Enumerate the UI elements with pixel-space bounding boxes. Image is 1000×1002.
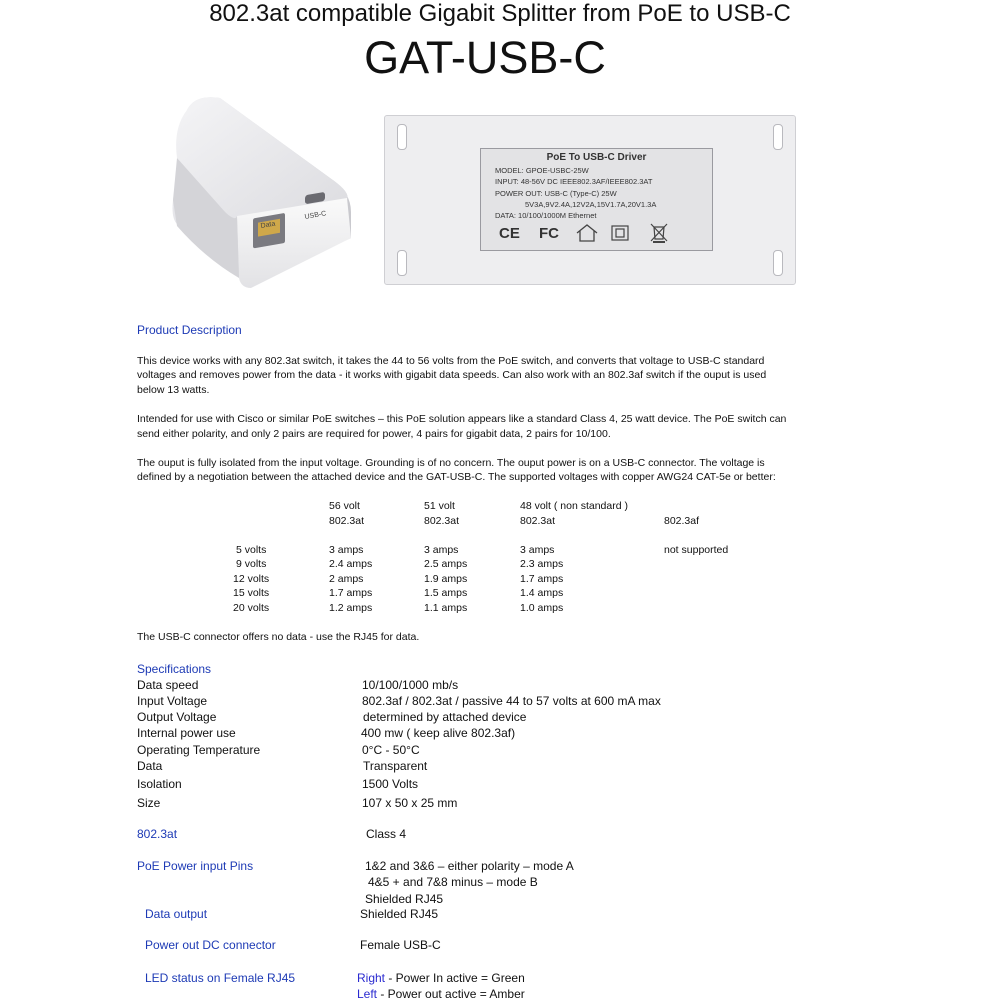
spec-value: 400 mw ( keep alive 802.3af) (361, 726, 516, 740)
poe-pins-line: Shielded RJ45 (365, 892, 444, 906)
spec-value: Transparent (363, 759, 428, 773)
spec-key: Internal power use (137, 726, 236, 740)
port-data-label: Data (260, 220, 276, 230)
description-paragraph: Intended for use with Cisco or similar PoE switches – this PoE solution appears like a standard Class 4, 25 watt device. The PoE switch can (137, 413, 787, 425)
spec-key: Input Voltage (137, 694, 208, 708)
description-paragraph: The ouput is fully isolated from the input voltage. Grounding is of no concern. The ouput power is on a USB-C connector. The voltage is (137, 457, 765, 469)
spec-key: Output Voltage (137, 710, 217, 724)
table-row-volts: 5 volts (236, 544, 267, 556)
mount-slot-icon (397, 250, 407, 276)
product-label (480, 148, 713, 251)
description-paragraph: voltages and removes power from the data - it works with gigabit data speeds. Can also work with an 802.3af switch if the ouput is used (137, 369, 767, 381)
table-cell: 3 amps (329, 544, 364, 556)
poe-pins-heading: PoE Power input Pins (137, 859, 254, 873)
label-power-values: 5V3A,9V2.4A,12V2A,15V1.7A,20V1.3A (525, 200, 657, 209)
table-col-standard: 802.3at (424, 515, 460, 527)
spec-key: Size (137, 796, 161, 810)
led-right-line (357, 970, 525, 986)
table-cell: 1.2 amps (329, 602, 373, 614)
table-cell: 1.0 amps (520, 602, 564, 614)
table-col-standard: 802.3at (520, 515, 556, 527)
description-paragraph: below 13 watts. (137, 384, 210, 396)
table-row-volts: 15 volts (233, 587, 270, 599)
mount-slot-icon (773, 124, 783, 150)
double-insulation-icon (611, 225, 629, 241)
description-paragraph: defined by a negotiation between the attached device and the GAT-USB-C. The supported voltages with copper AWG24 CAT-5e or better: (137, 471, 776, 483)
ce-mark-icon: CE (499, 225, 520, 242)
led-left-text: - Power out active = Amber (377, 987, 525, 1001)
page-title: GAT-USB-C (364, 32, 606, 83)
label-data: DATA: 10/100/1000M Ethernet (495, 211, 597, 220)
specifications-heading: Specifications (137, 662, 212, 676)
table-cell: 1.4 amps (520, 587, 564, 599)
led-left-word: Left (357, 987, 378, 1001)
label-power-out: POWER OUT: USB-C (Type-C) 25W (495, 189, 617, 198)
table-cell: 1.1 amps (424, 602, 468, 614)
table-cell: 3 amps (520, 544, 555, 556)
product-description-heading: Product Description (137, 323, 242, 337)
spec-key: Data speed (137, 678, 199, 692)
table-cell: 2.5 amps (424, 558, 468, 570)
device-photo (165, 88, 365, 303)
class-value: Class 4 (366, 827, 407, 841)
class-heading: 802.3at (137, 827, 178, 841)
table-col-header: 48 volt ( non standard ) (520, 500, 628, 512)
table-cell: 2.3 amps (520, 558, 564, 570)
port-usbc-label: USB-C (304, 210, 327, 221)
table-cell: 2.4 amps (329, 558, 373, 570)
table-cell: 1.7 amps (520, 573, 564, 585)
table-row-volts: 12 volts (233, 573, 270, 585)
device-back-photo (384, 115, 796, 285)
spec-key: Data (137, 759, 163, 773)
table-row-volts: 20 volts (233, 602, 270, 614)
table-cell: 2 amps (329, 573, 364, 585)
table-col-standard: 802.3af (664, 515, 700, 527)
spec-value: determined by attached device (363, 710, 527, 724)
table-row-volts: 9 volts (236, 558, 267, 570)
led-right-text: - Power In active = Green (385, 971, 525, 985)
poe-pins-line: 4&5 + and 7&8 minus – mode B (368, 875, 538, 889)
table-col-header: 51 volt (424, 500, 455, 512)
table-cell: 1.5 amps (424, 587, 468, 599)
table-col-header: 56 volt (329, 500, 360, 512)
description-paragraph: send either polarity, and only 2 pairs are required for power, 4 pairs for gigabit data, 2 pairs for 10/100. (137, 428, 611, 440)
table-cell: 1.9 amps (424, 573, 468, 585)
label-input: INPUT: 48-56V DC IEEE802.3AF/IEEE802.3AT (495, 177, 653, 186)
poe-pins-line: 1&2 and 3&6 – either polarity – mode A (365, 859, 574, 873)
spec-value: 0°C - 50°C (362, 743, 420, 757)
spec-key: Isolation (137, 777, 182, 791)
data-output-value: Shielded RJ45 (360, 907, 439, 921)
label-model: MODEL: GPOE-USBC-25W (495, 166, 589, 175)
led-status-heading: LED status on Female RJ45 (145, 971, 296, 985)
data-output-heading: Data output (145, 907, 208, 921)
indoor-use-icon (575, 223, 599, 243)
spec-value: 802.3af / 802.3at / passive 44 to 57 volts at 600 mA max (362, 694, 661, 708)
page-subtitle: 802.3at compatible Gigabit Splitter from PoE to USB-C (209, 0, 791, 27)
label-title: PoE To USB-C Driver (546, 152, 647, 163)
table-cell: 3 amps (424, 544, 459, 556)
mount-slot-icon (773, 250, 783, 276)
power-dc-value: Female USB-C (360, 938, 441, 952)
spec-key: Operating Temperature (137, 743, 261, 757)
spec-value: 10/100/1000 mb/s (362, 678, 459, 692)
spec-value: 107 x 50 x 25 mm (362, 796, 458, 810)
led-right-word: Right (357, 971, 386, 985)
fcc-mark-icon: FC (539, 225, 559, 242)
spec-value: 1500 Volts (362, 777, 419, 791)
mount-slot-icon (397, 124, 407, 150)
weee-bin-icon (649, 222, 669, 244)
table-cell: not supported (664, 544, 729, 556)
power-dc-heading: Power out DC connector (145, 938, 276, 952)
description-paragraph: This device works with any 802.3at switch, it takes the 44 to 56 volts from the PoE switch, and converts that voltage to USB-C standard (137, 355, 765, 367)
table-cell: 1.7 amps (329, 587, 373, 599)
usbc-note: The USB-C connector offers no data - use the RJ45 for data. (137, 631, 420, 643)
table-col-standard: 802.3at (329, 515, 365, 527)
